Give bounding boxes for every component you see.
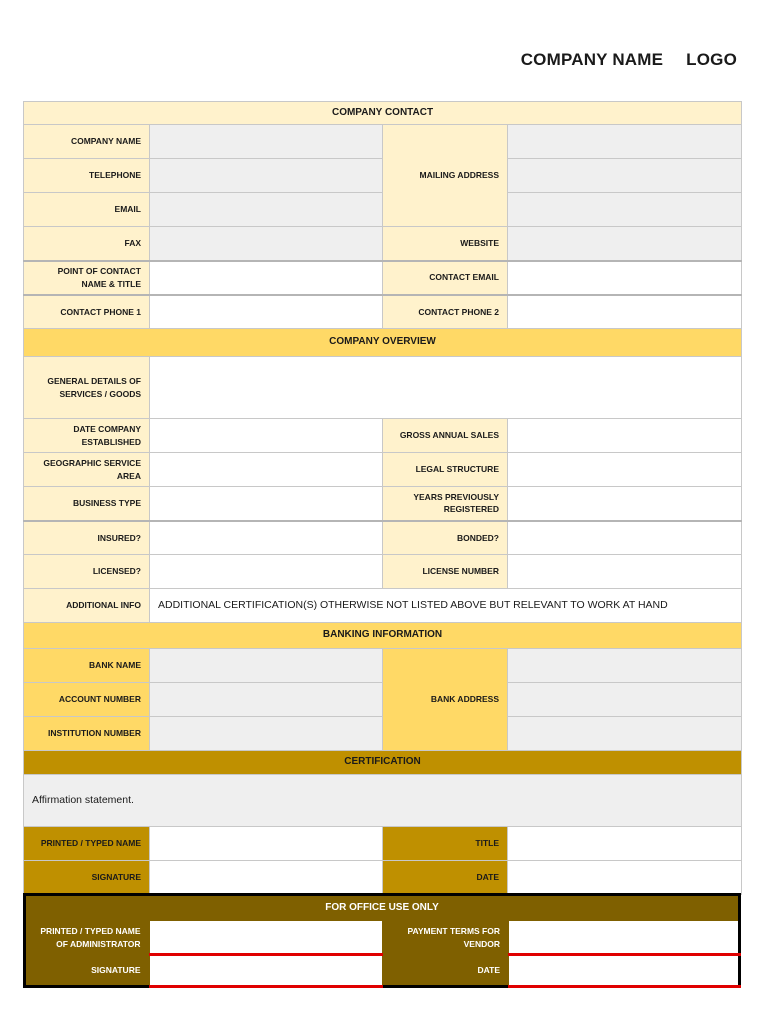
- label-mailing-address: MAILING ADDRESS: [383, 125, 508, 227]
- field-admin-date[interactable]: [509, 955, 740, 987]
- field-licensed[interactable]: [150, 555, 383, 589]
- label-contact-phone-1: CONTACT PHONE 1: [24, 295, 150, 329]
- label-email: EMAIL: [24, 193, 150, 227]
- field-insured[interactable]: [150, 521, 383, 555]
- field-contact-phone-1[interactable]: [150, 295, 383, 329]
- company-name-heading: COMPANY NAME: [520, 50, 664, 69]
- field-website[interactable]: [508, 227, 742, 261]
- label-signature: SIGNATURE: [24, 861, 150, 895]
- affirmation-statement[interactable]: Affirmation statement.: [24, 775, 742, 827]
- field-email[interactable]: [150, 193, 383, 227]
- section-header-company-contact: COMPANY CONTACT: [24, 102, 742, 125]
- label-geographic-area: GEOGRAPHIC SERVICE AREA: [24, 453, 150, 487]
- label-date: DATE: [383, 861, 508, 895]
- label-fax: FAX: [24, 227, 150, 261]
- field-institution-number[interactable]: [150, 717, 383, 751]
- brand-header: [521, 50, 737, 70]
- label-license-number: LICENSE NUMBER: [383, 555, 508, 589]
- section-header-certification: CERTIFICATION: [24, 751, 742, 775]
- field-mailing-address-line-2[interactable]: [508, 159, 742, 193]
- field-bank-address-line-1[interactable]: [508, 649, 742, 683]
- label-general-details: GENERAL DETAILS OF SERVICES / GOODS: [24, 357, 150, 419]
- field-contact-email[interactable]: [508, 261, 742, 295]
- label-printed-name: PRINTED / TYPED NAME: [24, 827, 150, 861]
- field-point-of-contact[interactable]: [150, 261, 383, 295]
- field-geographic-area[interactable]: [150, 453, 383, 487]
- field-account-number[interactable]: [150, 683, 383, 717]
- label-point-of-contact: POINT OF CONTACT NAME & TITLE: [24, 261, 150, 295]
- vendor-information-form: [23, 101, 742, 895]
- field-date[interactable]: [508, 861, 742, 895]
- field-telephone[interactable]: [150, 159, 383, 193]
- label-institution-number: INSTITUTION NUMBER: [24, 717, 150, 751]
- label-website: WEBSITE: [383, 227, 508, 261]
- field-legal-structure[interactable]: [508, 453, 742, 487]
- field-admin-signature[interactable]: [149, 955, 383, 987]
- field-contact-phone-2[interactable]: [508, 295, 742, 329]
- field-bank-name[interactable]: [150, 649, 383, 683]
- label-admin-printed-name: PRINTED / TYPED NAME OF ADMINISTRATOR: [25, 921, 150, 955]
- label-years-registered: YEARS PREVIOUSLY REGISTERED: [383, 487, 508, 521]
- label-insured: INSURED?: [24, 521, 150, 555]
- label-account-number: ACCOUNT NUMBER: [24, 683, 150, 717]
- field-printed-name[interactable]: [150, 827, 383, 861]
- field-signature[interactable]: [150, 861, 383, 895]
- logo-placeholder: LOGO: [686, 50, 737, 69]
- field-date-established[interactable]: [150, 419, 383, 453]
- section-header-company-overview: COMPANY OVERVIEW: [24, 329, 742, 357]
- field-mailing-address-line-3[interactable]: [508, 193, 742, 227]
- field-business-type[interactable]: [150, 487, 383, 521]
- label-bonded: BONDED?: [383, 521, 508, 555]
- label-bank-address: BANK ADDRESS: [383, 649, 508, 751]
- field-bank-address-line-3[interactable]: [508, 717, 742, 751]
- label-contact-email: CONTACT EMAIL: [383, 261, 508, 295]
- field-admin-printed-name[interactable]: [149, 921, 383, 955]
- label-bank-name: BANK NAME: [24, 649, 150, 683]
- label-admin-date: DATE: [383, 955, 509, 987]
- label-telephone: TELEPHONE: [24, 159, 150, 193]
- label-business-type: BUSINESS TYPE: [24, 487, 150, 521]
- field-additional-info[interactable]: ADDITIONAL CERTIFICATION(S) OTHERWISE NOT LISTED ABOVE BUT RELEVANT TO WORK AT HAND: [150, 589, 742, 623]
- label-company-name: COMPANY NAME: [24, 125, 150, 159]
- section-header-office-use: FOR OFFICE USE ONLY: [25, 895, 740, 921]
- label-title: TITLE: [383, 827, 508, 861]
- field-license-number[interactable]: [508, 555, 742, 589]
- office-use-section: [23, 893, 741, 988]
- field-fax[interactable]: [150, 227, 383, 261]
- label-licensed: LICENSED?: [24, 555, 150, 589]
- field-mailing-address-line-1[interactable]: [508, 125, 742, 159]
- field-bonded[interactable]: [508, 521, 742, 555]
- field-general-details[interactable]: [150, 357, 742, 419]
- field-company-name[interactable]: [150, 125, 383, 159]
- field-gross-annual-sales[interactable]: [508, 419, 742, 453]
- label-legal-structure: LEGAL STRUCTURE: [383, 453, 508, 487]
- label-payment-terms: PAYMENT TERMS FOR VENDOR: [383, 921, 509, 955]
- label-admin-signature: SIGNATURE: [25, 955, 150, 987]
- label-additional-info: ADDITIONAL INFO: [24, 589, 150, 623]
- section-header-banking: BANKING INFORMATION: [24, 623, 742, 649]
- field-bank-address-line-2[interactable]: [508, 683, 742, 717]
- field-title[interactable]: [508, 827, 742, 861]
- field-years-registered[interactable]: [508, 487, 742, 521]
- label-date-established: DATE COMPANY ESTABLISHED: [24, 419, 150, 453]
- field-payment-terms[interactable]: [509, 921, 740, 955]
- label-contact-phone-2: CONTACT PHONE 2: [383, 295, 508, 329]
- label-gross-annual-sales: GROSS ANNUAL SALES: [383, 419, 508, 453]
